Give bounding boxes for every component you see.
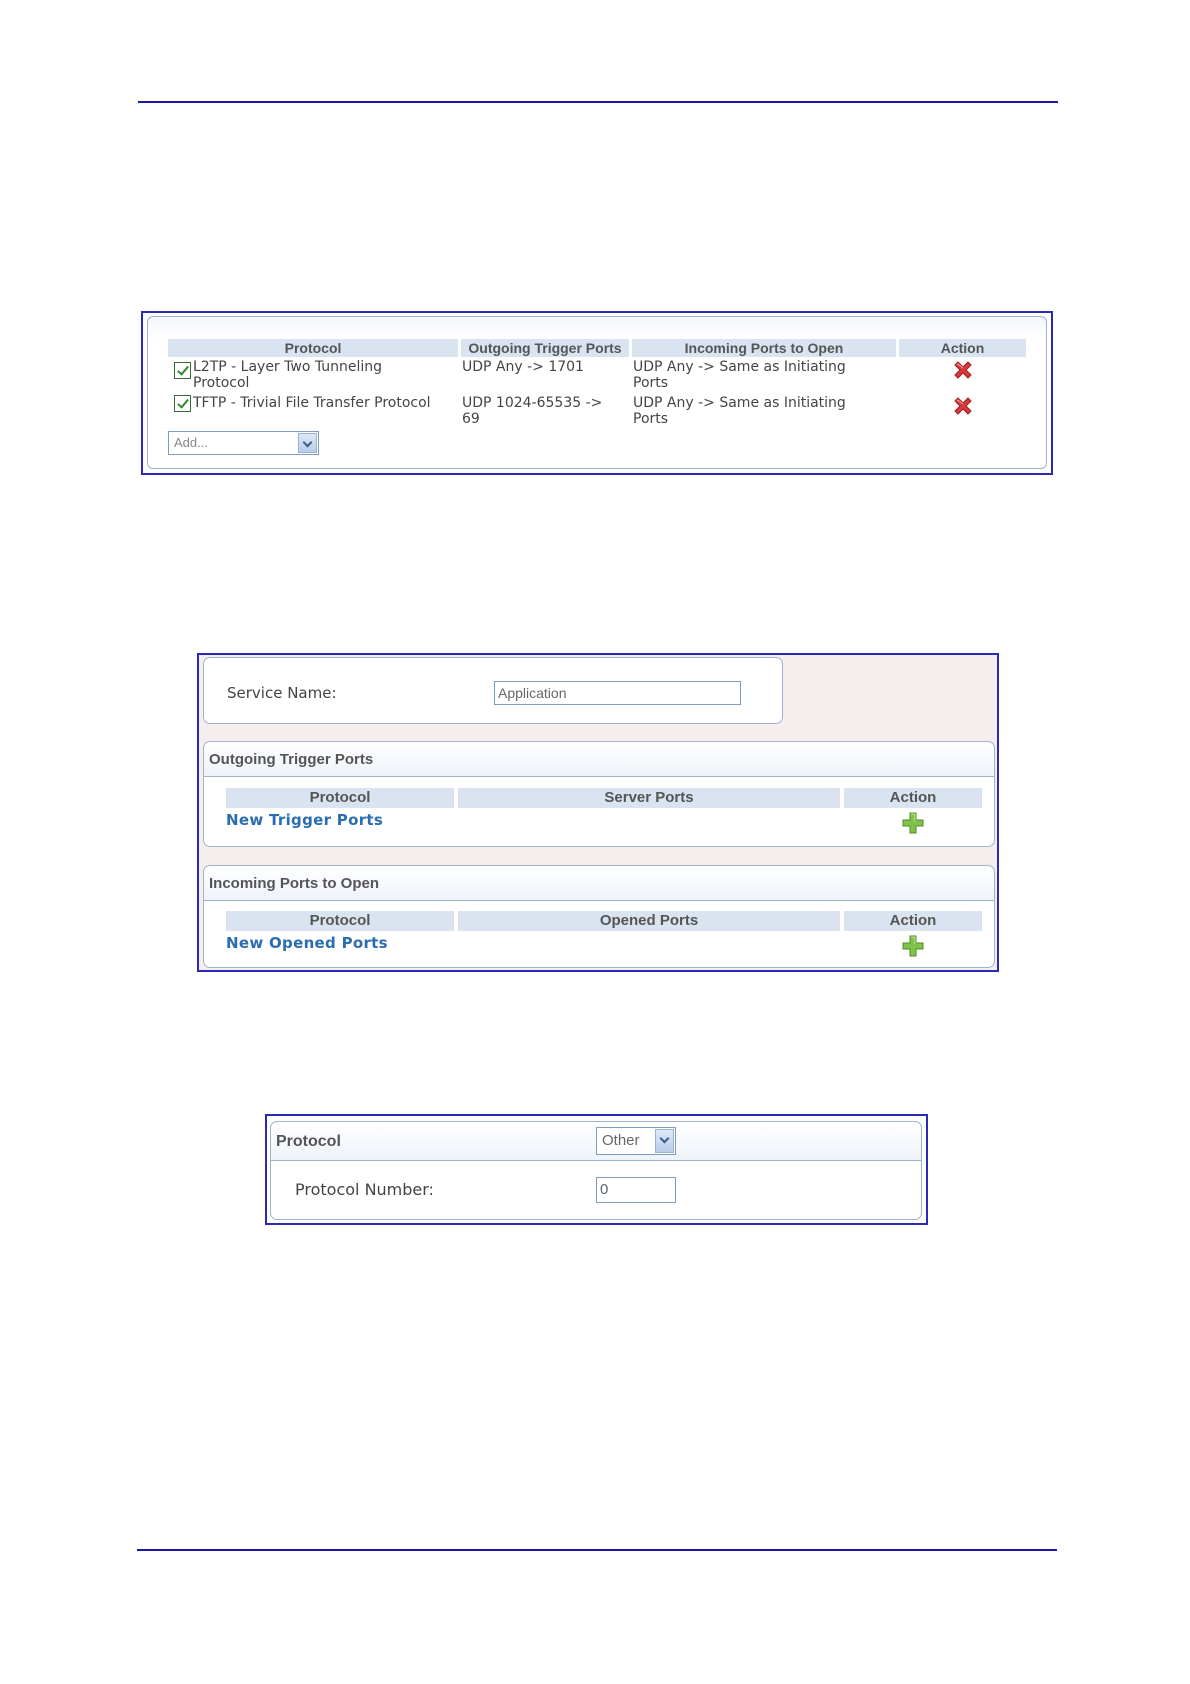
outgoing-line: UDP 1024-65535 -> [462,395,603,411]
protocol-number-label: Protocol Number: [295,1180,434,1199]
chevron-down-icon[interactable] [298,433,317,453]
protocol-label: Protocol [271,1122,921,1161]
col-header-server-ports: Server Ports [458,788,840,808]
add-service-screenshot [197,653,999,972]
protocol-line: L2TP - Layer Two Tunneling [193,359,383,375]
new-trigger-ports-link[interactable]: New Trigger Ports [226,811,384,829]
chevron-down-icon[interactable] [655,1129,674,1153]
incoming-line: Ports [633,411,669,427]
protocol-line: Protocol [193,375,250,391]
incoming-line: UDP Any -> Same as Initiating [633,395,846,411]
protocol-other-screenshot [265,1114,928,1225]
incoming-ports-panel [203,865,995,968]
col-header-incoming-ports: Incoming Ports to Open [632,339,896,357]
row-incoming-ports [633,359,895,391]
row-protocol [193,395,463,411]
port-triggering-screenshot [141,311,1053,475]
outgoing-line: UDP Any -> 1701 [462,359,584,375]
footer-rule [137,1549,1057,1551]
header-rule [138,101,1058,103]
col-header-opened-ports: Opened Ports [458,911,840,931]
row-outgoing-ports [462,395,630,427]
col-header-action: Action [844,911,982,931]
incoming-line: Ports [633,375,669,391]
protocol-select-value: Other [602,1132,640,1149]
col-header-outgoing-trigger-ports: Outgoing Trigger Ports [461,339,629,357]
protocol-number-input[interactable]: 0 [596,1177,676,1203]
delete-icon[interactable] [951,394,975,418]
protocol-line: TFTP - Trivial File Transfer Protocol [193,395,431,411]
new-opened-ports-link[interactable]: New Opened Ports [226,934,388,952]
row-outgoing-ports [462,359,630,375]
add-select-value: Add... [174,435,208,450]
port-triggering-panel [147,316,1047,469]
row-incoming-ports [633,395,895,427]
protocol-panel [270,1121,922,1220]
service-name-input[interactable]: Application [494,681,741,705]
row-enable-checkbox[interactable] [174,395,191,412]
add-icon[interactable] [901,811,925,835]
service-name-label: Service Name: [227,684,337,702]
outgoing-line: 69 [462,411,480,427]
col-header-action: Action [899,339,1026,357]
col-header-protocol: Protocol [226,788,454,808]
row-protocol [193,359,458,391]
col-header-protocol: Protocol [226,911,454,931]
incoming-line: UDP Any -> Same as Initiating [633,359,846,375]
outgoing-trigger-ports-panel [203,741,995,847]
section-title: Incoming Ports to Open [204,866,994,901]
section-title: Outgoing Trigger Ports [204,742,994,777]
delete-icon[interactable] [951,358,975,382]
protocol-select[interactable] [596,1127,676,1155]
service-name-panel [203,657,783,724]
row-enable-checkbox[interactable] [174,362,191,379]
col-header-protocol: Protocol [168,339,458,357]
add-icon[interactable] [901,934,925,958]
col-header-action: Action [844,788,982,808]
add-protocol-select[interactable] [168,431,319,455]
